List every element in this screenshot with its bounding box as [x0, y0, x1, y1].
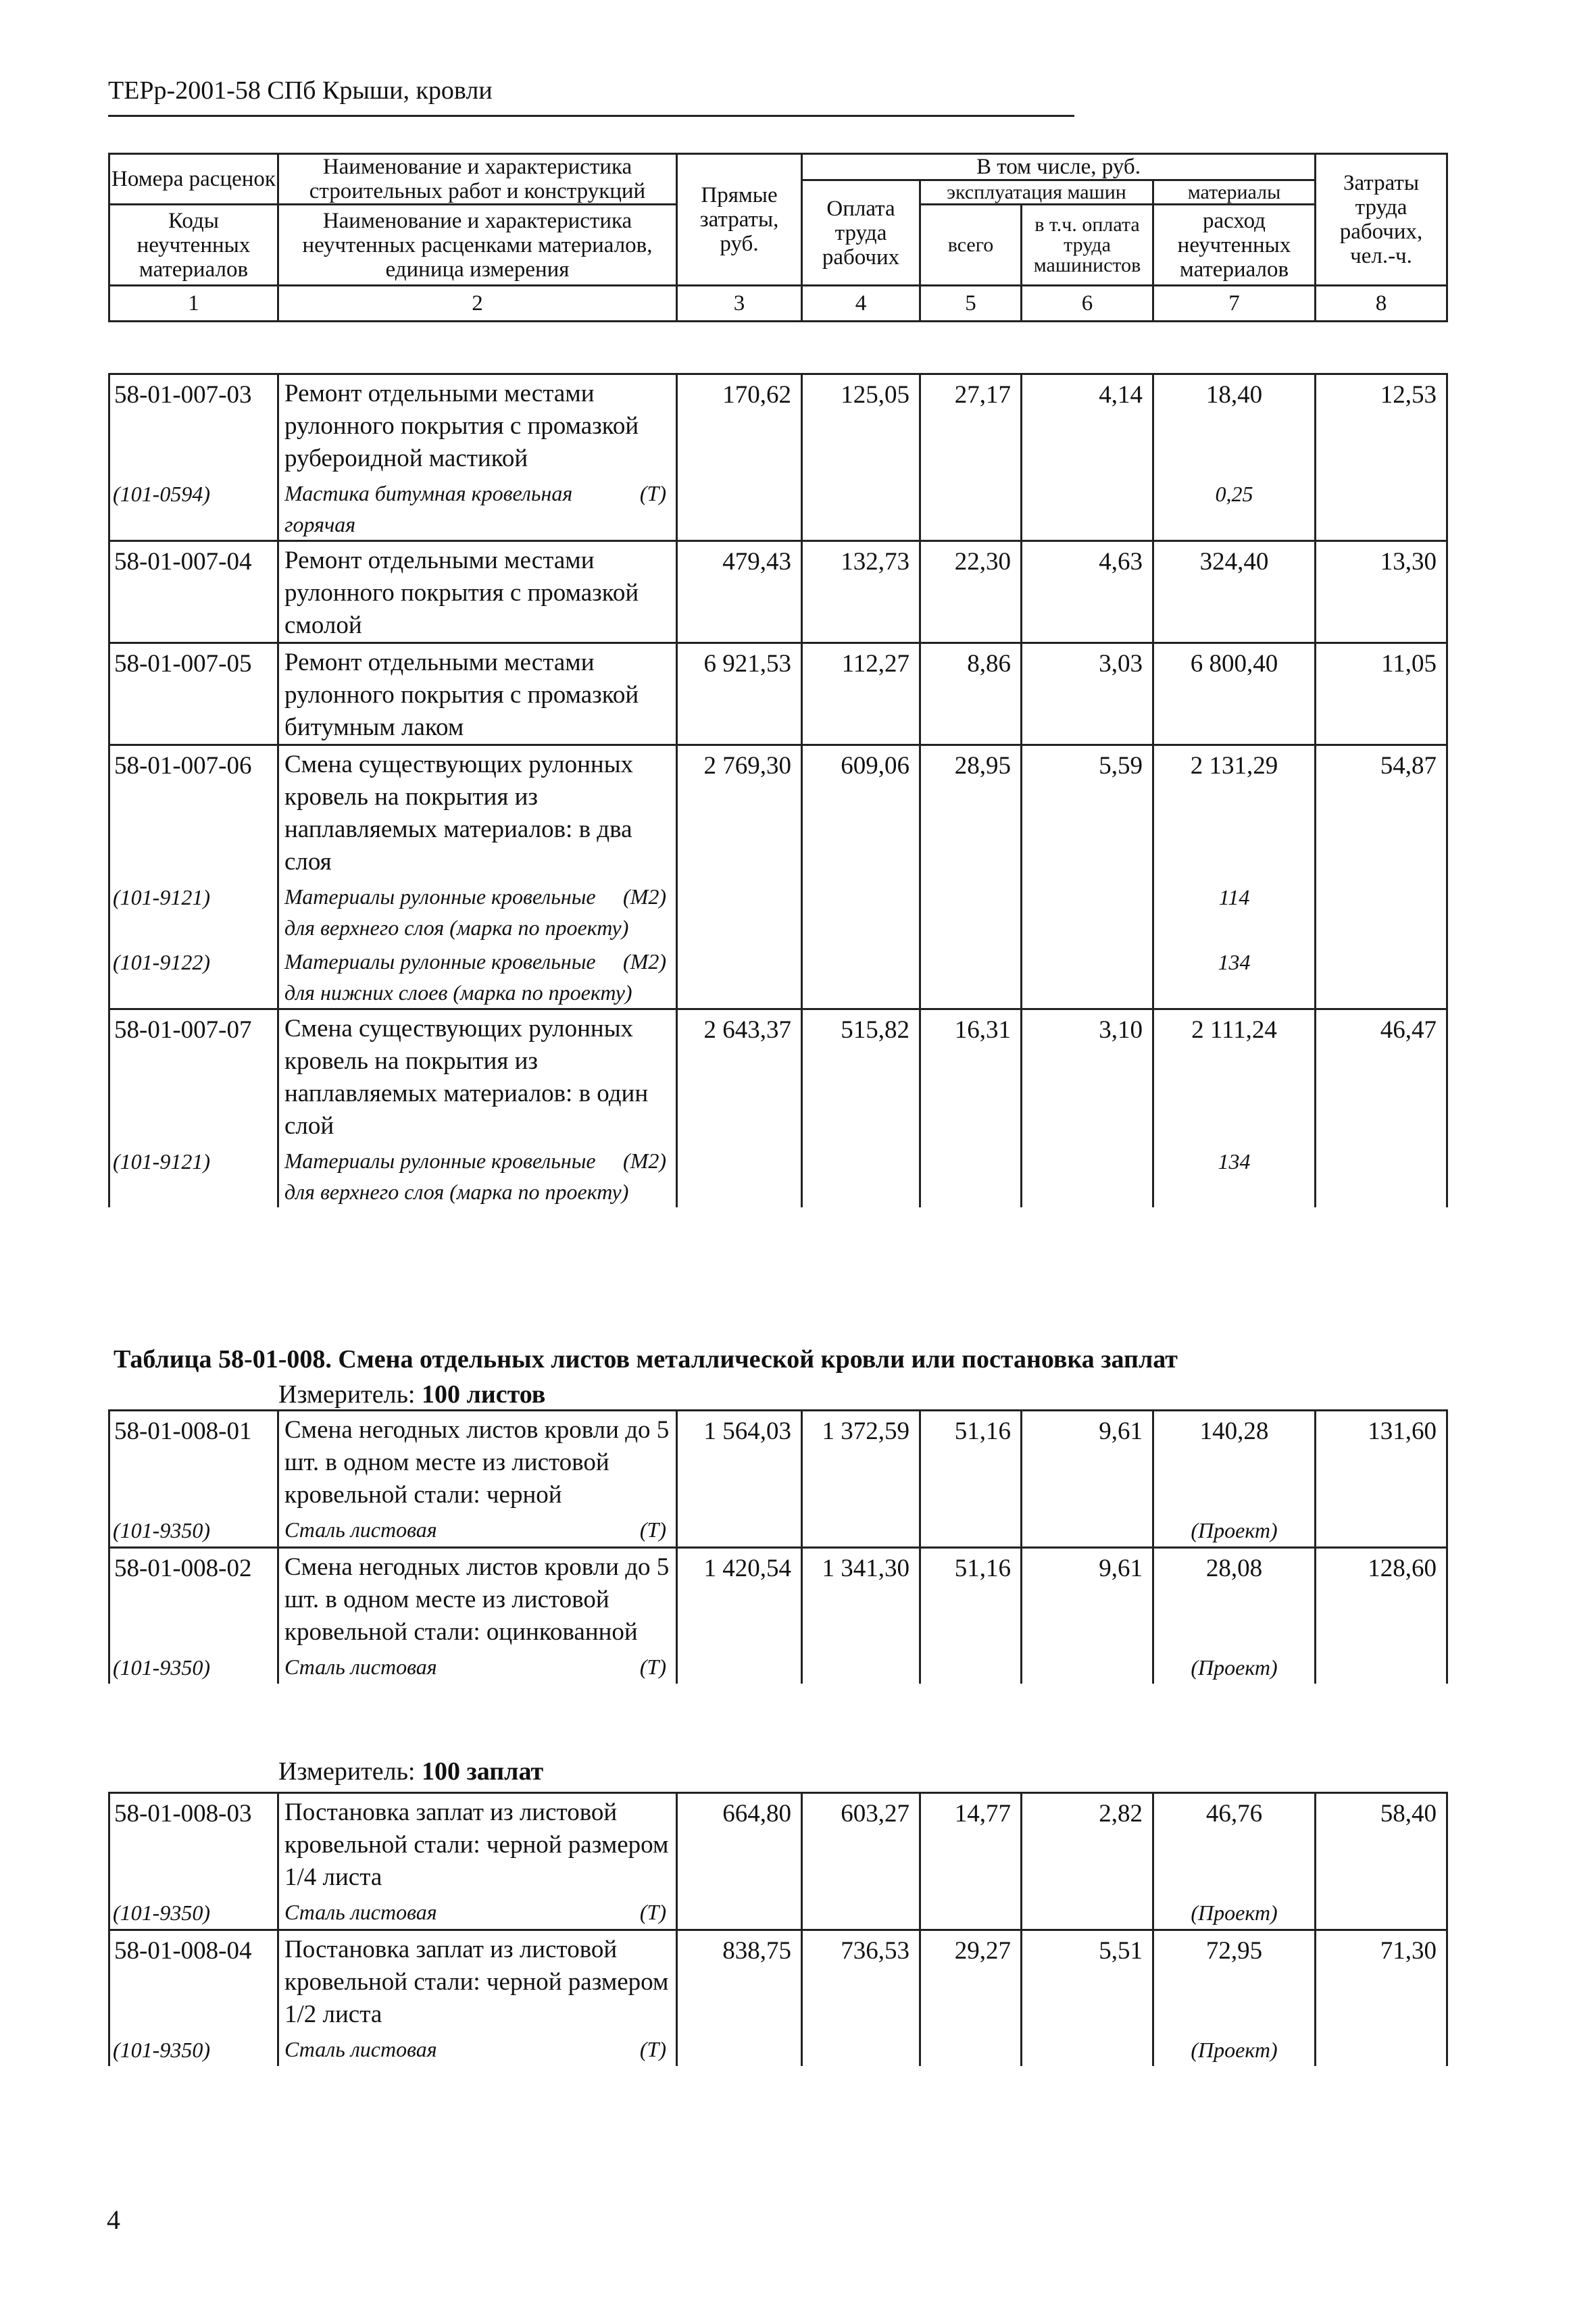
- material-name: [278, 1142, 677, 1207]
- col-number: 2: [278, 286, 677, 322]
- rate-row: [109, 374, 1447, 476]
- labor-hours-cell: 71,30: [1316, 1930, 1447, 2067]
- col-number: 1: [109, 286, 278, 322]
- rate-code: 58-01-007-07: [109, 1009, 278, 1143]
- running-head: ТЕРр-2001-58 СПб Крыши, кровли: [108, 76, 493, 105]
- material-consumption: 134: [1153, 943, 1316, 1009]
- header-work-name: Наименование и характеристика строительных работ и конструкций: [278, 154, 677, 205]
- header-material-codes: Коды неучтенных материалов: [109, 205, 278, 286]
- rate-row: [109, 1793, 1447, 1894]
- material-name: [278, 878, 677, 943]
- direct-costs-cell: 2 643,37: [677, 1009, 802, 1208]
- material-code: (101-9350): [109, 1894, 278, 1930]
- material-name: [278, 1511, 677, 1548]
- rate-row: [109, 1548, 1447, 1649]
- col-number: 5: [920, 286, 1022, 322]
- header-rate-number: Номера расценок: [109, 154, 278, 205]
- material-name-text: Сталь листовая: [284, 2037, 437, 2061]
- rate-row: [109, 541, 1447, 643]
- rates-table-008-patches: [108, 1792, 1448, 2066]
- machines-total-cell: 51,16: [920, 1548, 1022, 1684]
- labor-hours-cell: 11,05: [1316, 643, 1447, 745]
- direct-costs-cell: 664,80: [677, 1793, 802, 1930]
- material-name: [278, 475, 677, 541]
- machines-total-cell: 14,77: [920, 1793, 1022, 1930]
- material-unit: (Т): [639, 481, 666, 505]
- material-consumption: (Проект): [1153, 1894, 1316, 1930]
- rate-name: Ремонт отдельными местами рулонного покрытия с промазкой рубероидной мастикой: [278, 374, 677, 476]
- material-code: (101-9122): [109, 943, 278, 1009]
- header-machinist-pay: в т.ч. оплата труда машинистов: [1022, 205, 1153, 286]
- rate-name: Постановка заплат из листовой кровельной стали: черной размером 1/4 листа: [278, 1793, 677, 1894]
- material-unit: (М2): [623, 949, 666, 974]
- page-number: 4: [107, 2205, 120, 2235]
- material-name-text: Сталь листовая: [284, 1900, 437, 1924]
- rate-name: Смена негодных листов кровли до 5 шт. в одном месте из листовой кровельной стали: оцинкованной: [278, 1548, 677, 1649]
- column-header-table: [108, 153, 1448, 322]
- materials-cell: 6 800,40: [1153, 643, 1316, 745]
- material-name-text: Сталь листовая: [284, 1655, 437, 1679]
- rate-row: [109, 1411, 1447, 1512]
- rates-table-008-sheets: [108, 1409, 1448, 1684]
- col-number: 7: [1153, 286, 1316, 322]
- materials-cell: 2 131,29: [1153, 745, 1316, 879]
- header-material-consumption: расход неучтенных материалов: [1153, 205, 1316, 286]
- machines-total-cell: 27,17: [920, 374, 1022, 541]
- header-rule: [108, 115, 1074, 117]
- worker-pay-cell: 1 372,59: [802, 1411, 920, 1548]
- worker-pay-cell: 125,05: [802, 374, 920, 541]
- material-name: [278, 943, 677, 1009]
- rate-code: 58-01-007-05: [109, 643, 278, 745]
- meter-label: Измеритель:: [278, 1757, 416, 1786]
- machines-total-cell: 29,27: [920, 1930, 1022, 2067]
- header-direct-costs: Прямые затраты, руб.: [677, 154, 802, 286]
- col-number: 3: [677, 286, 802, 322]
- header-materials: материалы: [1153, 180, 1316, 205]
- material-consumption: (Проект): [1153, 1649, 1316, 1684]
- materials-cell: 324,40: [1153, 541, 1316, 643]
- worker-pay-cell: 609,06: [802, 745, 920, 1009]
- worker-pay-cell: 1 341,30: [802, 1548, 920, 1684]
- col-number: 8: [1316, 286, 1447, 322]
- header-material-names: Наименование и характеристика неучтенных расценками материалов, единица измерения: [278, 205, 677, 286]
- rate-code: 58-01-008-01: [109, 1411, 278, 1512]
- rate-name: Ремонт отдельными местами рулонного покрытия с промазкой битумным лаком: [278, 643, 677, 745]
- header-labor-hours: Затраты труда рабочих, чел.-ч.: [1316, 154, 1447, 286]
- material-unit: (М2): [623, 1149, 666, 1173]
- material-name-text: Материалы рулонные кровельные для нижних слоев (марка по проекту): [284, 949, 632, 1005]
- labor-hours-cell: 12,53: [1316, 374, 1447, 541]
- meter-value: 100 листов: [422, 1380, 546, 1409]
- machines-total-cell: 16,31: [920, 1009, 1022, 1208]
- rate-code: 58-01-007-06: [109, 745, 278, 879]
- rate-name: Постановка заплат из листовой кровельной стали: черной размером 1/2 листа: [278, 1930, 677, 2032]
- machinist-pay-cell: 4,14: [1022, 374, 1153, 541]
- rate-code: 58-01-007-03: [109, 374, 278, 476]
- machinist-pay-cell: 3,03: [1022, 643, 1153, 745]
- rate-row: [109, 643, 1447, 745]
- direct-costs-cell: 479,43: [677, 541, 802, 643]
- rate-code: 58-01-007-04: [109, 541, 278, 643]
- material-name: [278, 1894, 677, 1930]
- material-code: (101-0594): [109, 475, 278, 541]
- materials-cell: 46,76: [1153, 1793, 1316, 1894]
- worker-pay-cell: 112,27: [802, 643, 920, 745]
- worker-pay-cell: 132,73: [802, 541, 920, 643]
- material-unit: (М2): [623, 884, 666, 909]
- machines-total-cell: 8,86: [920, 643, 1022, 745]
- machinist-pay-cell: 5,59: [1022, 745, 1153, 1009]
- materials-cell: 140,28: [1153, 1411, 1316, 1512]
- material-unit: (Т): [639, 1900, 666, 1924]
- material-consumption: 0,25: [1153, 475, 1316, 541]
- materials-cell: 72,95: [1153, 1930, 1316, 2032]
- material-name: [278, 1649, 677, 1684]
- col-number: 6: [1022, 286, 1153, 322]
- direct-costs-cell: 1 420,54: [677, 1548, 802, 1684]
- machines-total-cell: 51,16: [920, 1411, 1022, 1548]
- header-including: В том числе, руб.: [802, 154, 1316, 180]
- rate-name: Смена негодных листов кровли до 5 шт. в одном месте из листовой кровельной стали: черной: [278, 1411, 677, 1512]
- material-consumption: 134: [1153, 1142, 1316, 1207]
- rate-row: [109, 745, 1447, 879]
- material-name: [278, 2031, 677, 2066]
- worker-pay-cell: 603,27: [802, 1793, 920, 1930]
- material-unit: (Т): [639, 2037, 666, 2061]
- material-unit: (Т): [639, 1655, 666, 1679]
- material-unit: (Т): [639, 1517, 666, 1542]
- materials-cell: 28,08: [1153, 1548, 1316, 1649]
- col-number: 4: [802, 286, 920, 322]
- rate-row: [109, 1930, 1447, 2032]
- header-machines-total: всего: [920, 205, 1022, 286]
- labor-hours-cell: 58,40: [1316, 1793, 1447, 1930]
- machinist-pay-cell: 3,10: [1022, 1009, 1153, 1208]
- machines-total-cell: 22,30: [920, 541, 1022, 643]
- labor-hours-cell: 46,47: [1316, 1009, 1447, 1208]
- material-code: (101-9350): [109, 1511, 278, 1548]
- rate-row: [109, 1009, 1447, 1143]
- direct-costs-cell: 6 921,53: [677, 643, 802, 745]
- material-consumption: 114: [1153, 878, 1316, 943]
- rate-code: 58-01-008-03: [109, 1793, 278, 1894]
- meter-label: Измеритель:: [278, 1380, 416, 1409]
- labor-hours-cell: 131,60: [1316, 1411, 1447, 1548]
- material-name-text: Мастика битумная кровельная горячая: [284, 481, 573, 536]
- material-name-text: Материалы рулонные кровельные для верхнего слоя (марка по проекту): [284, 884, 629, 940]
- worker-pay-cell: 515,82: [802, 1009, 920, 1208]
- machinist-pay-cell: 2,82: [1022, 1793, 1153, 1930]
- rates-table-007: [108, 373, 1448, 1207]
- machinist-pay-cell: 4,63: [1022, 541, 1153, 643]
- material-consumption: (Проект): [1153, 2031, 1316, 2066]
- rate-code: 58-01-008-04: [109, 1930, 278, 2032]
- direct-costs-cell: 170,62: [677, 374, 802, 541]
- rate-name: Смена существующих рулонных кровель на покрытия из наплавляемых материалов: в один слой: [278, 1009, 677, 1143]
- rate-name: Ремонт отдельными местами рулонного покрытия с промазкой смолой: [278, 541, 677, 643]
- header-worker-pay: Оплата труда рабочих: [802, 180, 920, 286]
- rate-code: 58-01-008-02: [109, 1548, 278, 1649]
- material-consumption: (Проект): [1153, 1511, 1316, 1548]
- rate-name: Смена существующих рулонных кровель на покрытия из наплавляемых материалов: в два слоя: [278, 745, 677, 879]
- material-code: (101-9350): [109, 1649, 278, 1684]
- machinist-pay-cell: 5,51: [1022, 1930, 1153, 2067]
- material-code: (101-9121): [109, 878, 278, 943]
- meter-value: 100 заплат: [422, 1757, 544, 1786]
- section-title: Таблица 58-01-008. Смена отдельных листов металлической кровли или постановка заплат: [114, 1345, 1178, 1374]
- machinist-pay-cell: 9,61: [1022, 1411, 1153, 1548]
- meter-sheets: [278, 1380, 545, 1409]
- worker-pay-cell: 736,53: [802, 1930, 920, 2067]
- material-name-text: Материалы рулонные кровельные для верхнего слоя (марка по проекту): [284, 1149, 629, 1204]
- materials-cell: 2 111,24: [1153, 1009, 1316, 1143]
- labor-hours-cell: 13,30: [1316, 541, 1447, 643]
- machinist-pay-cell: 9,61: [1022, 1548, 1153, 1684]
- material-code: (101-9121): [109, 1142, 278, 1207]
- direct-costs-cell: 1 564,03: [677, 1411, 802, 1548]
- direct-costs-cell: 2 769,30: [677, 745, 802, 1009]
- labor-hours-cell: 54,87: [1316, 745, 1447, 1009]
- direct-costs-cell: 838,75: [677, 1930, 802, 2067]
- header-machines: эксплуатация машин: [920, 180, 1153, 205]
- material-code: (101-9350): [109, 2031, 278, 2066]
- material-name-text: Сталь листовая: [284, 1517, 437, 1542]
- labor-hours-cell: 128,60: [1316, 1548, 1447, 1684]
- machines-total-cell: 28,95: [920, 745, 1022, 1009]
- materials-cell: 18,40: [1153, 374, 1316, 476]
- meter-patches: [278, 1757, 543, 1786]
